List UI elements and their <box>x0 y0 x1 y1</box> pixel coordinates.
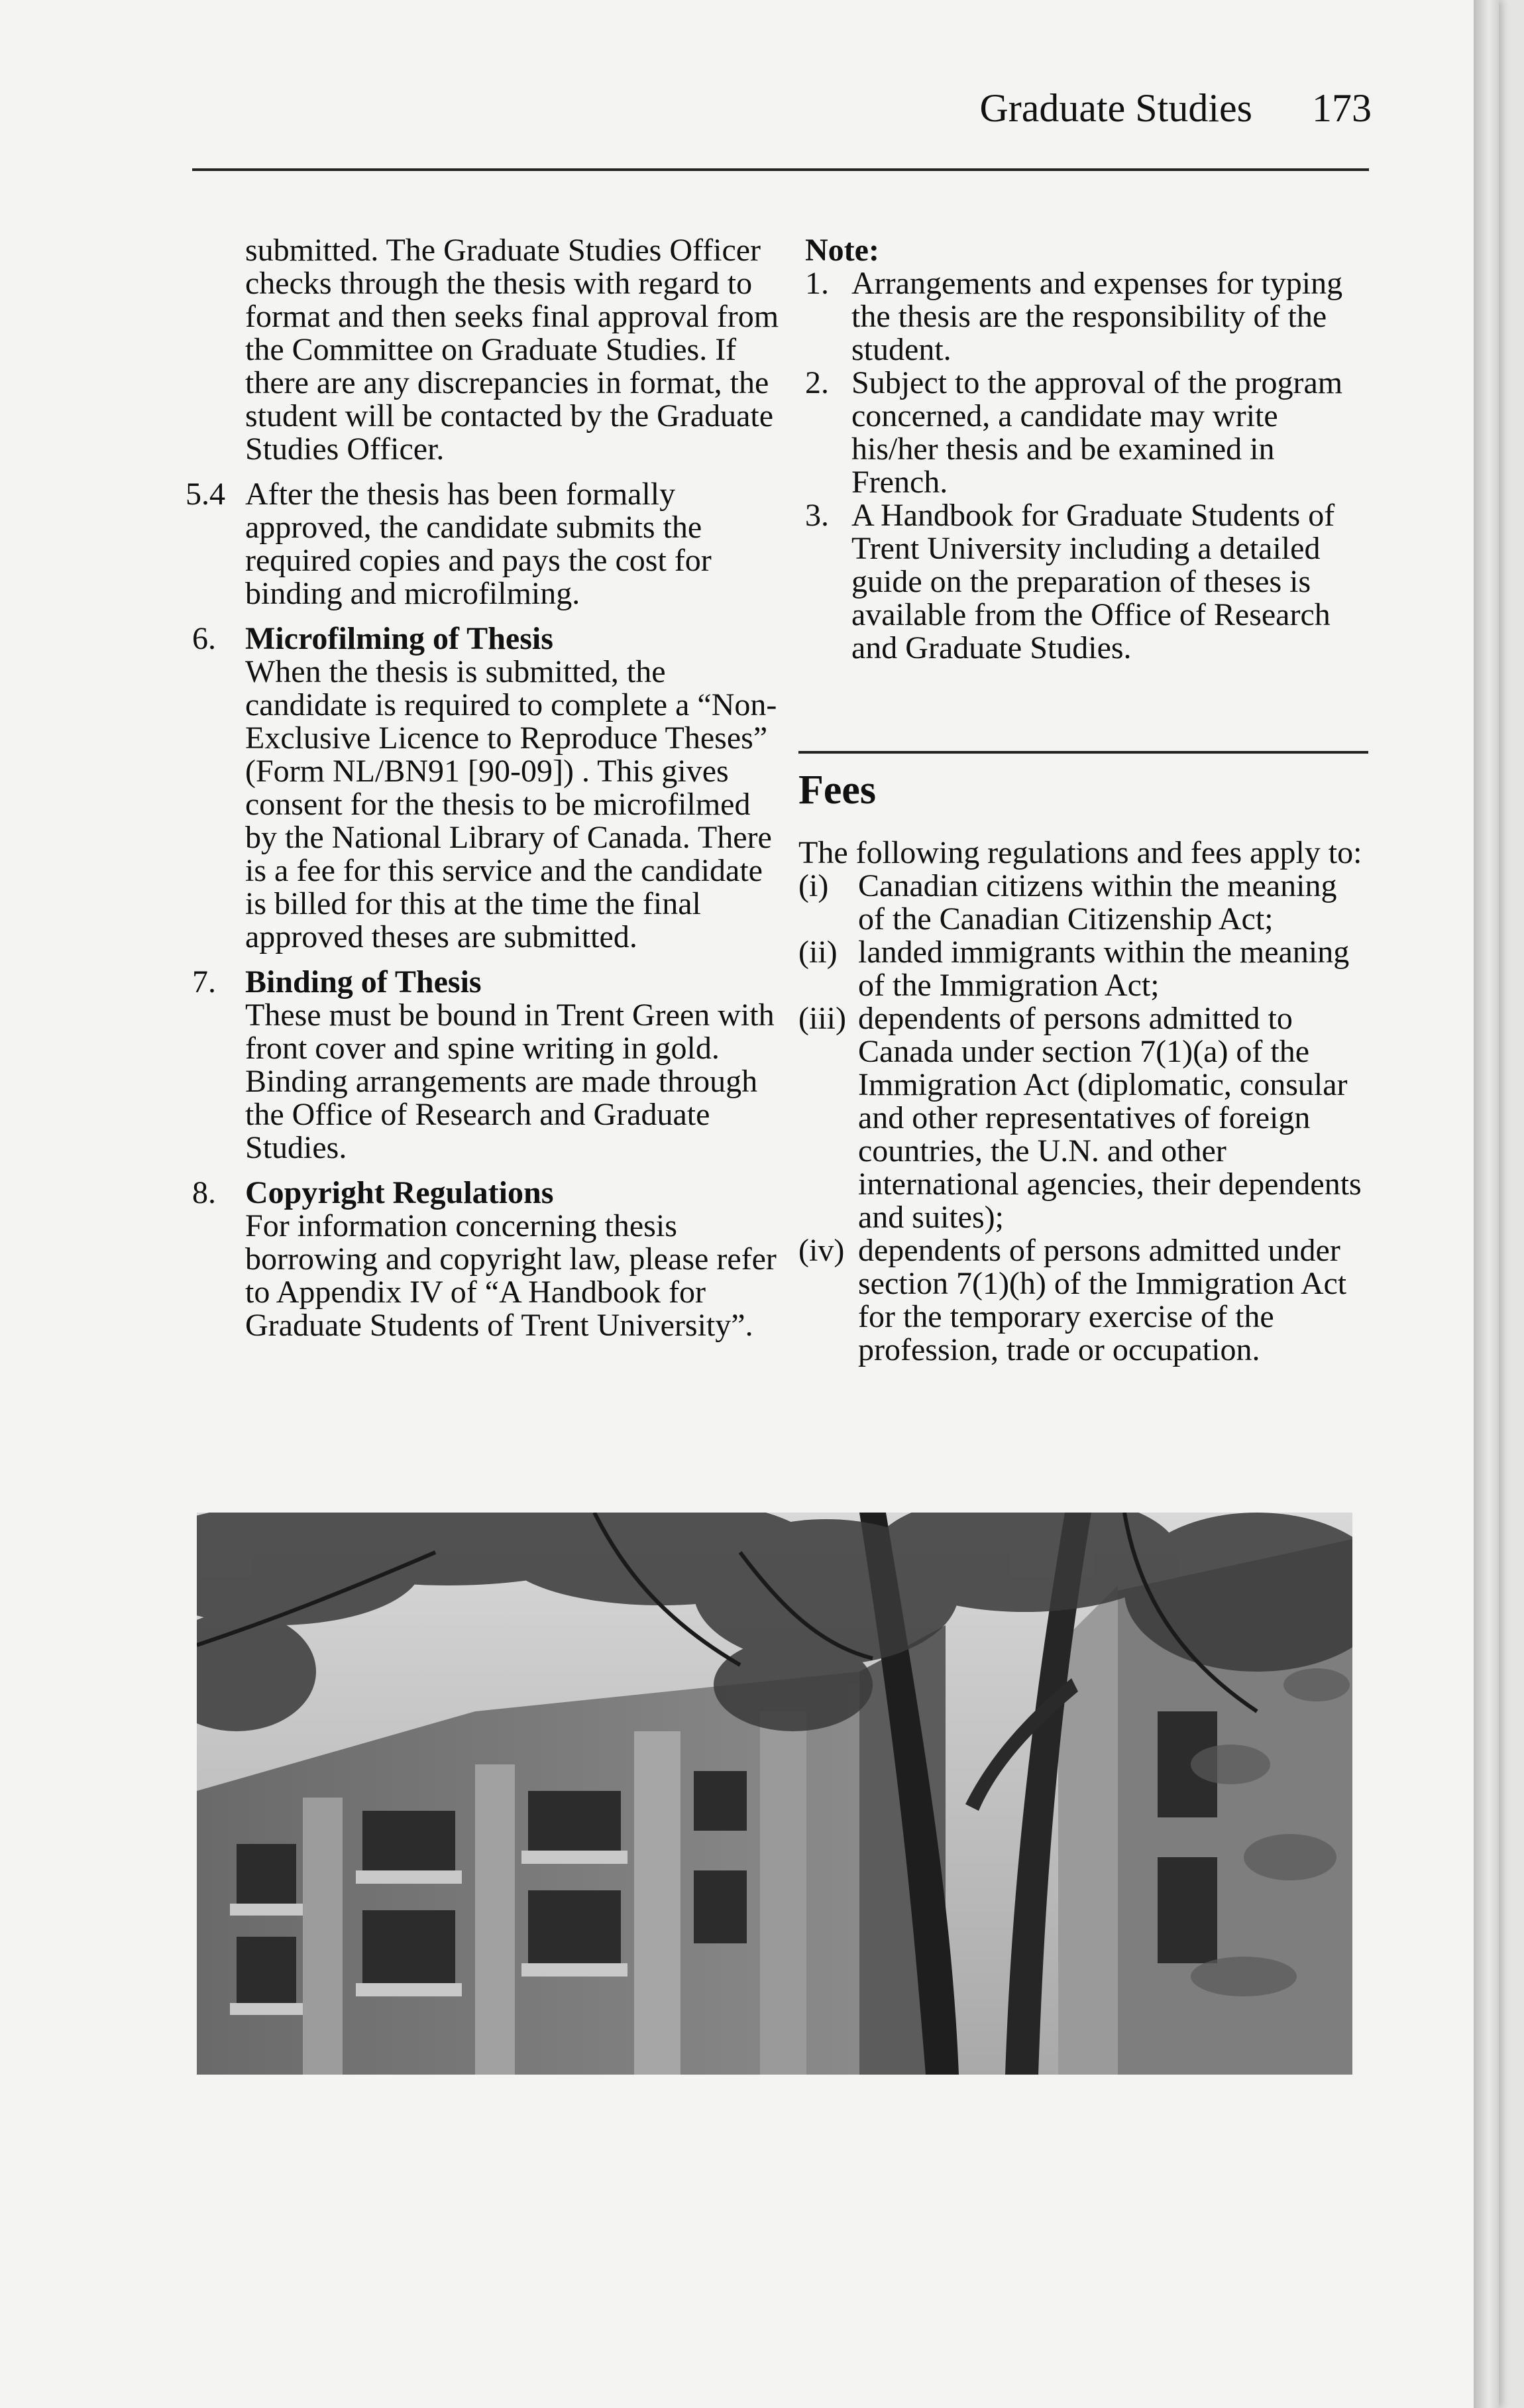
note-text: A Handbook for Graduate Students of Trent University including a detailed guide on the preparation of theses is available from the Office of Research and Graduate Studies. <box>851 498 1335 665</box>
note-number: 3. <box>805 498 829 533</box>
item-text: When the thesis is submitted, the candidate is required to complete a “Non-Exclusive Licence to Reproduce Theses” (Form NL/BN91 [90-09]) . This gives consent for the thesis to be microfilmed by the National Library of Canada. There is a fee for this service and the candidate is billed for this at the time the final approved theses are submitted. <box>245 654 777 954</box>
page-number: 173 <box>1312 86 1372 130</box>
left-column <box>186 233 789 1343</box>
section-rule <box>798 751 1368 754</box>
item-number: 5.4 <box>186 477 225 512</box>
item-heading: Copyright Regulations <box>245 1175 554 1210</box>
building-photograph <box>197 1513 1352 2075</box>
regulation-number: (iii) <box>798 1001 846 1036</box>
regulation-item <box>798 936 1368 1002</box>
regulation-number: (iv) <box>798 1233 845 1268</box>
building-photo-illustration <box>197 1513 1352 2075</box>
list-item-7 <box>192 966 789 1165</box>
item-text: These must be bound in Trent Green with front cover and spine writing in gold. Binding arrangements are made through the Office of Research and Graduate Studies. <box>245 998 775 1165</box>
item-number: 8. <box>192 1175 216 1210</box>
fees-intro: The following regulations and fees apply to: <box>798 835 1362 870</box>
item-text: After the thesis has been formally approved, the candidate submits the required copies and pays the cost for binding and microfilming. <box>245 477 712 611</box>
continuation-paragraph: submitted. The Graduate Studies Officer checks through the thesis with regard to format and then seeks final approval from the Committee on Graduate Studies. If there are any discrepancies in format, the student will be contacted by the Graduate Studies Officer. <box>245 233 779 467</box>
running-header <box>908 85 1372 131</box>
regulation-number: (i) <box>798 868 829 903</box>
item-text: For information concerning thesis borrowing and copyright law, please refer to Appendix IV of “A Handbook for Graduate Students of Trent University”. <box>245 1208 777 1343</box>
fees-heading: Fees <box>798 768 877 813</box>
list-item-5-4 <box>186 477 789 611</box>
regulation-text: Canadian citizens within the meaning of the Canadian Citizenship Act; <box>858 868 1337 937</box>
right-column <box>798 234 1368 1367</box>
note-item <box>798 499 1368 665</box>
item-heading: Binding of Thesis <box>245 964 482 1000</box>
note-text: Subject to the approval of the program concerned, a candidate may write his/her thesis and be examined in French. <box>851 365 1343 500</box>
list-item-8 <box>192 1176 789 1342</box>
note-text: Arrangements and expenses for typing the thesis are the responsibility of the student. <box>851 266 1343 367</box>
regulation-item <box>798 1234 1368 1367</box>
item-number: 6. <box>192 621 216 656</box>
regulation-item <box>798 1002 1368 1234</box>
regulation-number: (ii) <box>798 935 838 970</box>
item-number: 7. <box>192 964 216 1000</box>
regulation-text: landed immigrants within the meaning of the Immigration Act; <box>858 935 1350 1003</box>
section-title: Graduate Studies <box>979 86 1252 130</box>
list-item-6 <box>192 622 789 954</box>
note-item <box>798 367 1368 499</box>
regulation-text: dependents of persons admitted under section 7(1)(h) of the Immigration Act for the temporary exercise of the profession, trade or occupation. <box>858 1233 1347 1367</box>
page-edge-shadow <box>1474 0 1499 2408</box>
regulation-text: dependents of persons admitted to Canada under section 7(1)(a) of the Immigration Act (diplomatic, consular and other representatives of foreign countries, the U.N. and other international agencies, their dependents and suites); <box>858 1001 1362 1235</box>
header-rule <box>192 168 1369 171</box>
item-heading: Microfilming of Thesis <box>245 621 553 656</box>
note-number: 1. <box>805 266 829 301</box>
note-label: Note: <box>805 233 879 268</box>
note-item <box>798 267 1368 367</box>
regulation-item <box>798 870 1368 936</box>
note-number: 2. <box>805 365 829 400</box>
